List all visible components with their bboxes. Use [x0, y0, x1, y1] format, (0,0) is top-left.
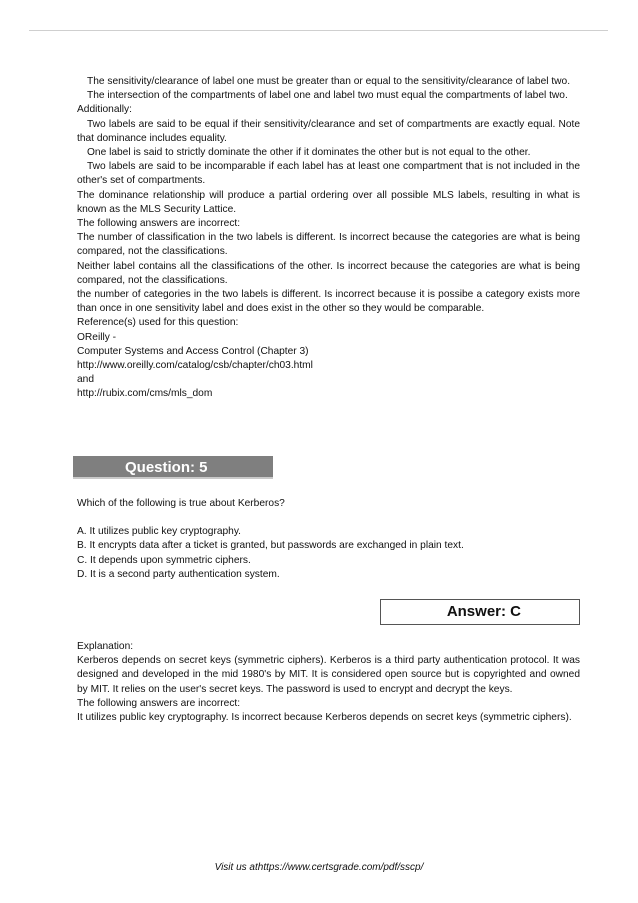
- answer-box: Answer: C: [380, 599, 580, 625]
- body-line: Two labels are said to be incomparable if each label has at least one compartment that is not included in the other's set of compartments.: [77, 161, 580, 187]
- body-line: OReilly -: [77, 331, 117, 343]
- body-line: Two labels are said to be equal if their sensitivity/clearance and set of compartments are exactly equal. Note that dominance includes equality.: [77, 118, 580, 144]
- body-line: and: [77, 374, 94, 386]
- body-line: The number of classification in the two labels is different. Is incorrect because the categories are what is being compared, not the classifications.: [77, 232, 580, 258]
- answer-option-d: D. It is a second party authentication system.: [77, 568, 280, 580]
- body-line: The following answers are incorrect:: [77, 218, 241, 230]
- body-line: The sensitivity/clearance of label one must be greater than or equal to the sensitivity/clearance of label two.: [87, 76, 571, 87]
- reference-link: http://www.oreilly.com/catalog/csb/chapter/ch03.html: [77, 360, 313, 372]
- body-line: The intersection of the compartments of label one and label two must equal the compartments of label two.: [87, 90, 568, 102]
- explanation-heading: Explanation:: [77, 641, 134, 652]
- body-line: Additionally:: [77, 104, 132, 116]
- question-block: [77, 497, 580, 582]
- header-divider: [29, 30, 608, 31]
- question-banner: Question: 5: [73, 456, 273, 479]
- body-line: One label is said to strictly dominate the other if it dominates the other but is not equal to the other.: [87, 147, 531, 159]
- explanation-paragraph: The following answers are incorrect:: [77, 697, 241, 709]
- body-line: the number of categories in the two labels is different. Is incorrect because it is possibe a category exists more than once in one sensitivity label and does exist in the other so they would be comparable.: [77, 289, 580, 315]
- footer-link[interactable]: Visit us athttps://www.certsgrade.com/pdf/sscp/: [214, 862, 424, 873]
- answer-option-b: B. It encrypts data after a ticket is granted, but passwords are exchanged in plain text.: [77, 540, 464, 552]
- body-line: Neither label contains all the classifications of the other. Is incorrect because the categories are what is being compared, not the classifications.: [77, 260, 580, 286]
- body-line: Computer Systems and Access Control (Chapter 3): [77, 345, 309, 357]
- explanation-block: [77, 640, 580, 725]
- explanation-paragraph: It utilizes public key cryptography. Is incorrect because Kerberos depends on secret keys (symmetric ciphers).: [77, 712, 572, 724]
- explanation-paragraph: Kerberos depends on secret keys (symmetric ciphers). Kerberos is a third party authentication protocol. It was designed and developed in the mid 1980's by MIT. It is considered open source but is copyrighted and owned by MIT. It relies on the user's secret keys. The password is used to encrypt and decrypt the keys.: [77, 655, 580, 695]
- reference-link: http://rubix.com/cms/mls_dom: [77, 388, 213, 400]
- body-line: Reference(s) used for this question:: [77, 317, 239, 329]
- answer-option-c: C. It depends upon symmetric ciphers.: [77, 554, 251, 566]
- answer-option-a: A. It utilizes public key cryptography.: [77, 526, 242, 538]
- body-line: The dominance relationship will produce a partial ordering over all possible MLS labels, resulting in what is known as the MLS Security Lattice.: [77, 189, 580, 215]
- body-text: [77, 75, 580, 402]
- question-prompt: Which of the following is true about Kerberos?: [77, 498, 285, 509]
